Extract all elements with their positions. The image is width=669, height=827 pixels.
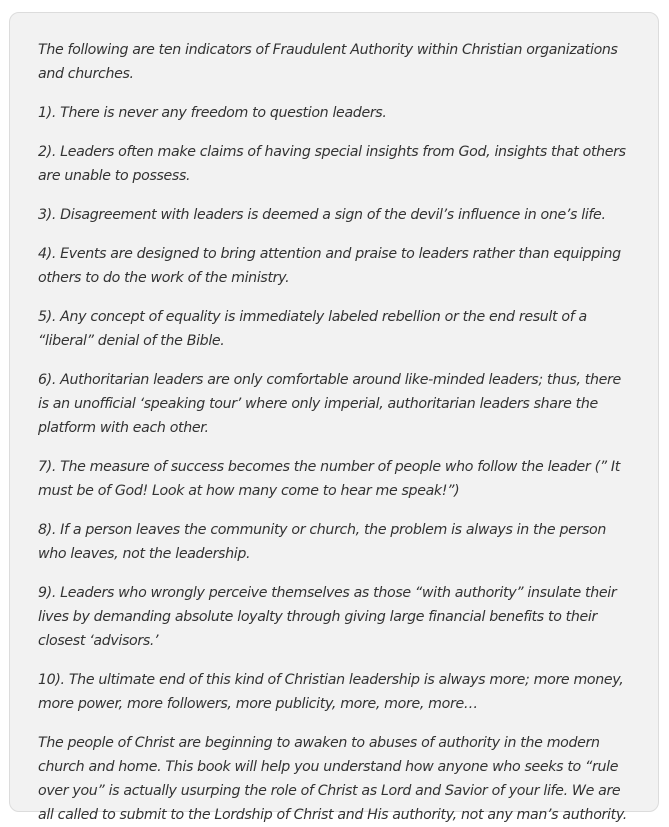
indicator-6: 6). Authoritarian leaders are only comfortable around like-minded leaders; thus, there is an unofficial ‘speaking tour’ where only imperial, authoritarian leaders share the platform with each other. bbox=[38, 372, 621, 436]
indicator-1: 1). There is never any freedom to question leaders. bbox=[38, 105, 387, 121]
indicator-9: 9). Leaders who wrongly perceive themselves as those “with authority” insulate their lives by demanding absolute loyalty through giving large financial benefits to their closest ‘advisors.’ bbox=[38, 585, 617, 649]
indicator-4: 4). Events are designed to bring attention and praise to leaders rather than equipping others to do the work of the ministry. bbox=[38, 246, 621, 286]
indicator-8: 8). If a person leaves the community or church, the problem is always in the person who leaves, not the leadership. bbox=[38, 522, 606, 562]
intro-paragraph: The following are ten indicators of Fraudulent Authority within Christian organizations and churches. bbox=[38, 42, 618, 82]
indicator-10: 10). The ultimate end of this kind of Christian leadership is always more; more money, more power, more followers, more publicity, more, more, more… bbox=[38, 672, 624, 712]
indicator-2: 2). Leaders often make claims of having special insights from God, insights that others are unable to possess. bbox=[38, 144, 626, 184]
indicator-7: 7). The measure of success becomes the number of people who follow the leader (” It must be of God! Look at how many come to hear me speak!”) bbox=[38, 459, 620, 499]
closing-paragraph: The people of Christ are beginning to awaken to abuses of authority in the modern church and home. This book will help you understand how anyone who seeks to “rule over you” is actually usurping the role of Christ as Lord and Savior of your life. We are all called to submit to the Lordship of Christ and His authority, not any man’s authority. bbox=[38, 735, 627, 823]
quote-card bbox=[9, 12, 659, 823]
indicator-5: 5). Any concept of equality is immediately labeled rebellion or the end result of a “liberal” denial of the Bible. bbox=[38, 309, 587, 349]
indicator-3: 3). Disagreement with leaders is deemed a sign of the devil’s influence in one’s life. bbox=[38, 207, 606, 223]
